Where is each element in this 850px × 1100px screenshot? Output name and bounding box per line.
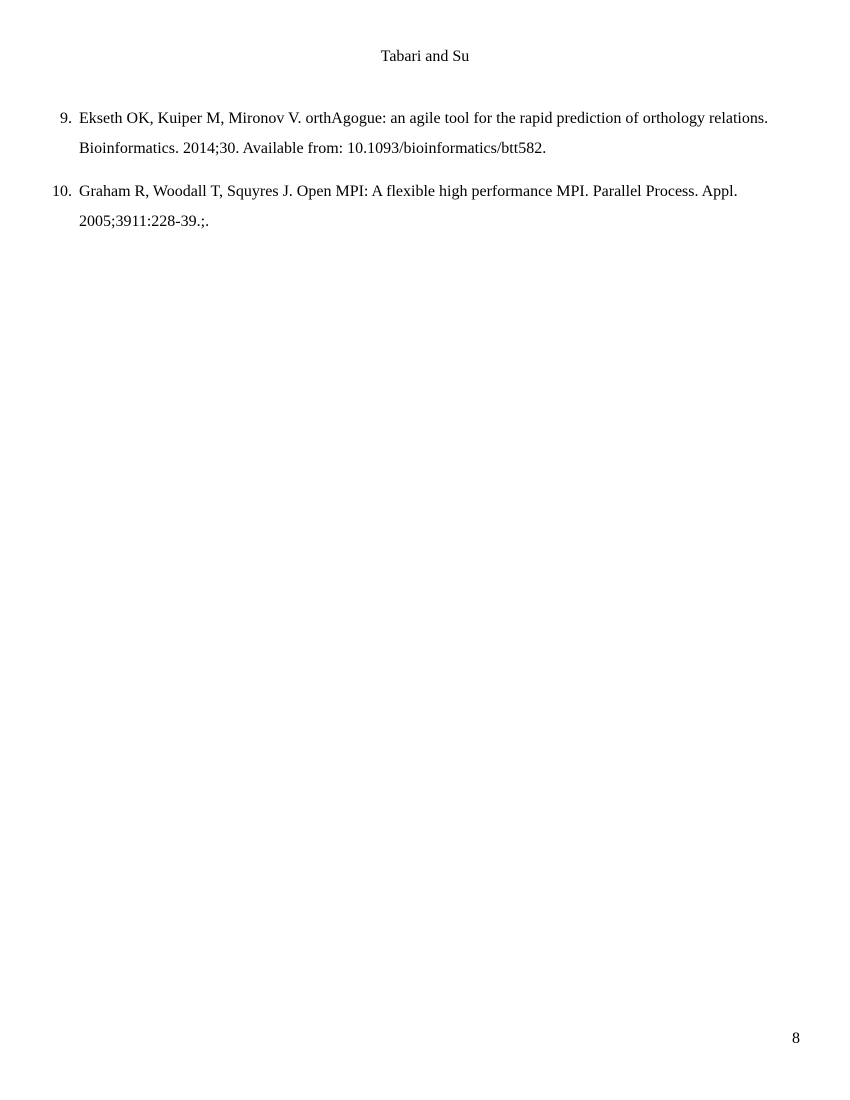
reference-text: Graham R, Woodall T, Squyres J. Open MPI: A flexible high performance MPI. Parallel Process. Appl. 2005;3911:228-39.;. <box>79 183 738 230</box>
reference-item <box>0 104 850 163</box>
reference-number: 9. <box>60 110 72 127</box>
reference-list <box>0 104 850 250</box>
reference-text: Ekseth OK, Kuiper M, Mironov V. orthAgogue: an agile tool for the rapid prediction of orthology relations. Bioinformatics. 2014;30. Available from: 10.1093/bioinformatics/btt582. <box>79 110 769 157</box>
page-number: 8 <box>792 1030 800 1047</box>
reference-number: 10. <box>52 183 72 200</box>
reference-item <box>0 177 850 236</box>
running-header: Tabari and Su <box>380 48 470 65</box>
